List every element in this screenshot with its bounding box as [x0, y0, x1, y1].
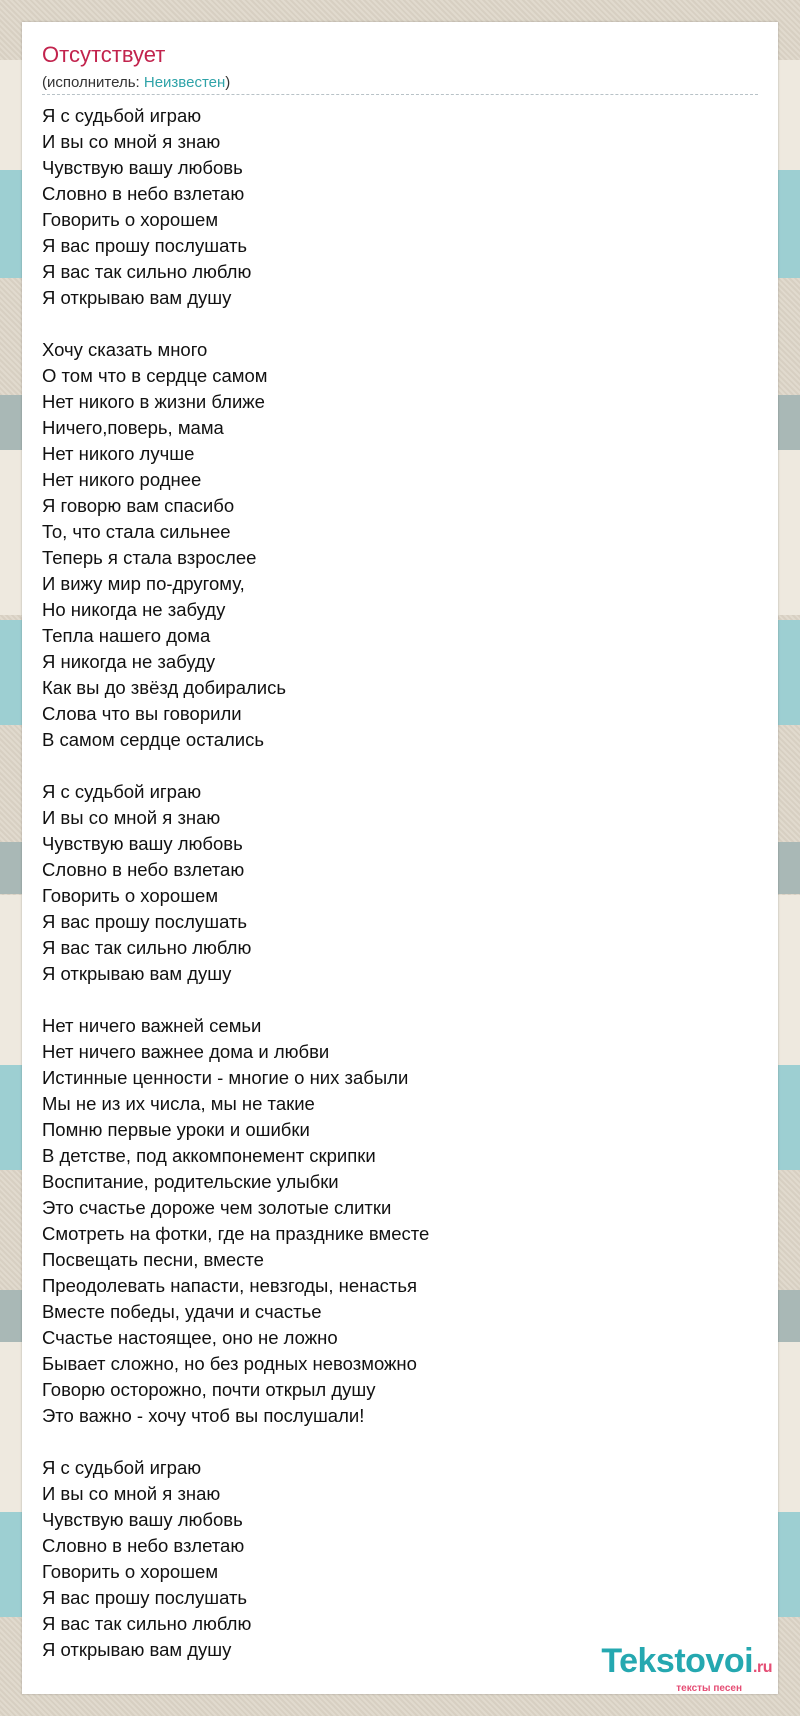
lyrics-line: Слова что вы говорили	[42, 703, 242, 724]
lyrics-line: Нет никого роднее	[42, 469, 202, 490]
site-logo[interactable]	[601, 1644, 772, 1694]
lyrics-stanza	[42, 1455, 758, 1663]
lyrics-card	[22, 22, 778, 1694]
lyrics-line: Чувствую вашу любовь	[42, 1509, 243, 1530]
lyrics-line: Я никогда не забуду	[42, 651, 216, 672]
lyrics-line: Счастье настоящее, оно не ложно	[42, 1327, 338, 1348]
lyrics-line: Говорить о хорошем	[42, 885, 219, 906]
artist-line	[42, 74, 758, 95]
lyrics-line: В самом сердце остались	[42, 729, 265, 750]
lyrics-line: Бывает сложно, но без родных невозможно	[42, 1353, 417, 1374]
logo-name: Tekstovoi	[601, 1642, 754, 1680]
lyrics-stanza	[42, 1013, 758, 1429]
lyrics-line: И вы со мной я знаю	[42, 1483, 221, 1504]
lyrics-line: Я вас прошу послушать	[42, 911, 248, 932]
lyrics-line: Это счастье дороже чем золотые слитки	[42, 1197, 392, 1218]
lyrics-line: Истинные ценности - многие о них забыли	[42, 1067, 409, 1088]
lyrics-line: Говорить о хорошем	[42, 209, 219, 230]
lyrics-line: Преодолевать напасти, невзгоды, ненастья	[42, 1275, 418, 1296]
lyrics-line: Говорить о хорошем	[42, 1561, 219, 1582]
lyrics-line: Я вас прошу послушать	[42, 235, 248, 256]
lyrics-line: Хочу сказать много	[42, 339, 208, 360]
lyrics-text	[42, 103, 758, 1663]
lyrics-line: Смотреть на фотки, где на празднике вместе	[42, 1223, 430, 1244]
lyrics-line: Но никогда не забуду	[42, 599, 226, 620]
lyrics-stanza	[42, 103, 758, 311]
lyrics-line: Посвещать песни, вместе	[42, 1249, 264, 1270]
lyrics-line: Как вы до звёзд добирались	[42, 677, 287, 698]
lyrics-line: Я вас так сильно люблю	[42, 937, 252, 958]
lyrics-line: Я открываю вам душу	[42, 1639, 232, 1660]
lyrics-line: То, что стала сильнее	[42, 521, 231, 542]
lyrics-line: Нет никого лучше	[42, 443, 195, 464]
lyrics-line: О том что в сердце самом	[42, 365, 268, 386]
lyrics-line: Я вас прошу послушать	[42, 1587, 248, 1608]
lyrics-line: Нет ничего важнее дома и любви	[42, 1041, 330, 1062]
logo-tld: .ru	[753, 1659, 772, 1676]
lyrics-line: Вместе победы, удачи и счастье	[42, 1301, 322, 1322]
lyrics-line: Я с судьбой играю	[42, 781, 202, 802]
lyrics-line: Словно в небо взлетаю	[42, 859, 245, 880]
lyrics-line: Словно в небо взлетаю	[42, 1535, 245, 1556]
lyrics-line: Это важно - хочу чтоб вы послушали!	[42, 1405, 365, 1426]
lyrics-line: Я с судьбой играю	[42, 105, 202, 126]
lyrics-line: Нет никого в жизни ближе	[42, 391, 265, 412]
lyrics-line: Я вас так сильно люблю	[42, 1613, 252, 1634]
song-title: Отсутствует	[42, 42, 166, 67]
lyrics-line: Мы не из их числа, мы не такие	[42, 1093, 315, 1114]
lyrics-line: Чувствую вашу любовь	[42, 833, 243, 854]
logo-tagline: тексты песен	[676, 1683, 742, 1694]
lyrics-line: Говорю осторожно, почти открыл душу	[42, 1379, 376, 1400]
lyrics-line: И вы со мной я знаю	[42, 807, 221, 828]
artist-prefix: (исполнитель:	[42, 74, 144, 91]
lyrics-line: В детстве, под аккомпонемент скрипки	[42, 1145, 376, 1166]
lyrics-line: Я вас так сильно люблю	[42, 261, 252, 282]
lyrics-line: Ничего,поверь, мама	[42, 417, 224, 438]
lyrics-line: Воспитание, родительские улыбки	[42, 1171, 339, 1192]
lyrics-line: Чувствую вашу любовь	[42, 157, 243, 178]
lyrics-line: Словно в небо взлетаю	[42, 183, 245, 204]
lyrics-line: Тепла нашего дома	[42, 625, 211, 646]
lyrics-line: И вы со мной я знаю	[42, 131, 221, 152]
artist-link[interactable]: Неизвестен	[143, 74, 226, 91]
lyrics-stanza	[42, 337, 758, 753]
lyrics-line: Нет ничего важней семьи	[42, 1015, 262, 1036]
lyrics-line: Теперь я стала взрослее	[42, 547, 257, 568]
lyrics-line: Я с судьбой играю	[42, 1457, 202, 1478]
lyrics-line: Я открываю вам душу	[42, 963, 232, 984]
lyrics-line: Помню первые уроки и ошибки	[42, 1119, 310, 1140]
lyrics-line: Я говорю вам спасибо	[42, 495, 235, 516]
lyrics-stanza	[42, 779, 758, 987]
lyrics-line: И вижу мир по-другому,	[42, 573, 245, 594]
lyrics-line: Я открываю вам душу	[42, 287, 232, 308]
artist-suffix: )	[225, 74, 231, 91]
